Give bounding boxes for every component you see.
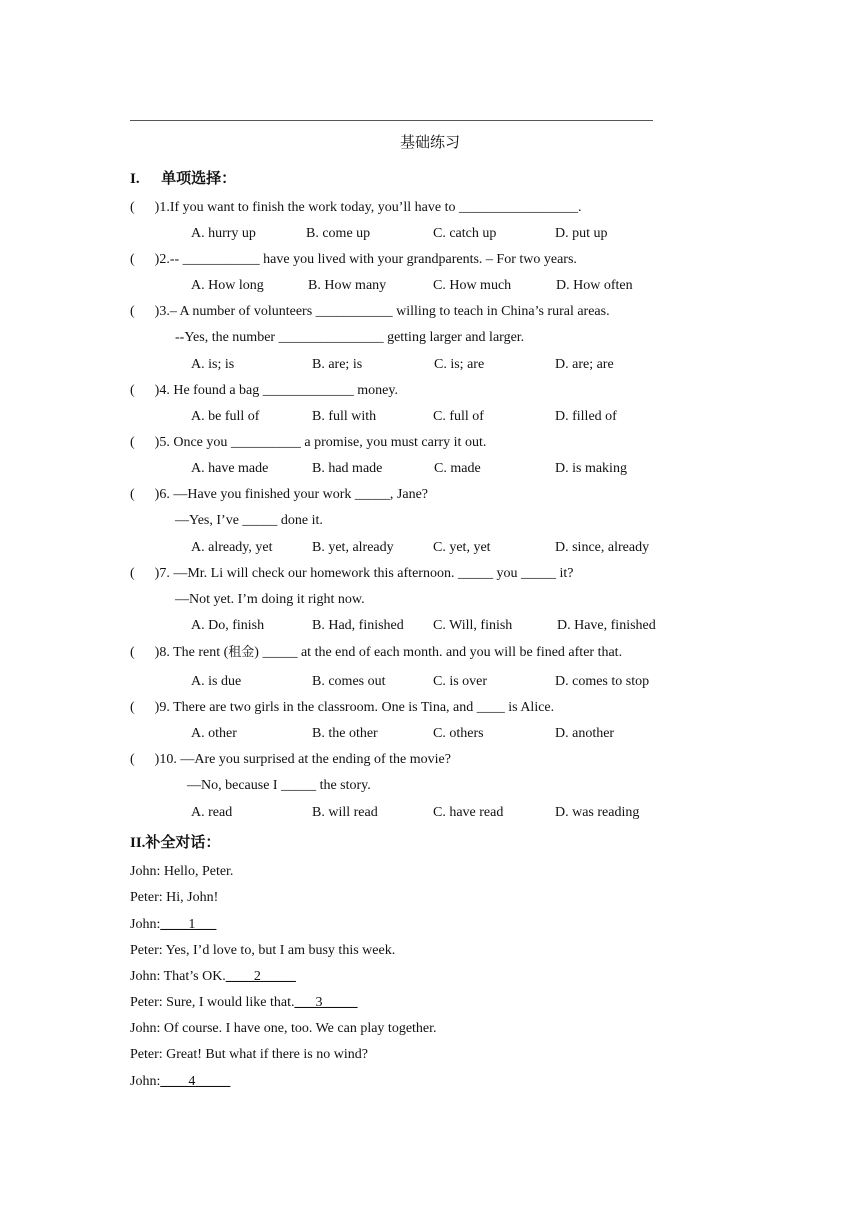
question-continuation: --Yes, the number _______________ getting larger and larger. bbox=[175, 330, 525, 345]
dialogue-blank-2[interactable]: ____2_____ bbox=[225, 969, 296, 984]
option-b[interactable]: B. come up bbox=[306, 226, 371, 241]
question-stem: )10. —Are you surprised at the ending of the movie? bbox=[154, 752, 451, 767]
option-b[interactable]: B. comes out bbox=[312, 674, 386, 689]
answer-bracket[interactable]: ( bbox=[130, 487, 135, 502]
dialogue-line-5 bbox=[130, 967, 296, 987]
answer-bracket[interactable]: ( bbox=[130, 304, 135, 319]
dialogue-line-1: John: Hello, Peter. bbox=[130, 864, 234, 879]
option-d[interactable]: D. since, already bbox=[555, 540, 650, 555]
option-a[interactable]: A. How long bbox=[191, 278, 264, 293]
option-a[interactable]: A. have made bbox=[191, 461, 269, 476]
option-a[interactable]: A. already, yet bbox=[191, 540, 273, 555]
question-2 bbox=[130, 250, 577, 270]
answer-bracket[interactable]: ( bbox=[130, 200, 135, 215]
option-c[interactable]: C. is; are bbox=[434, 357, 485, 372]
option-a[interactable]: A. Do, finish bbox=[191, 618, 265, 633]
option-c[interactable]: C. is over bbox=[433, 674, 488, 689]
speaker-prefix: John: bbox=[130, 917, 161, 932]
section-2-label: II.补全对话： bbox=[130, 835, 221, 851]
option-d[interactable]: D. is making bbox=[555, 461, 627, 476]
option-d[interactable]: D. How often bbox=[556, 278, 633, 293]
speaker-prefix: John: bbox=[130, 1074, 161, 1089]
question-stem: )9. There are two girls in the classroom. One is Tina, and ____ is Alice. bbox=[154, 700, 555, 715]
question-10 bbox=[130, 750, 451, 770]
question-continuation: —No, because I _____ the story. bbox=[187, 778, 371, 793]
option-c[interactable]: C. made bbox=[434, 461, 481, 476]
answer-bracket[interactable]: ( bbox=[130, 566, 135, 581]
dialogue-line-7: John: Of course. I have one, too. We can play together. bbox=[130, 1021, 437, 1036]
question-4 bbox=[130, 381, 398, 401]
question-continuation: —Yes, I’ve _____ done it. bbox=[175, 513, 323, 528]
page-title: 基础练习 bbox=[399, 133, 460, 151]
option-d[interactable]: D. put up bbox=[555, 226, 608, 241]
answer-bracket[interactable]: ( bbox=[130, 752, 135, 767]
question-stem: )1.If you want to finish the work today, you’ll have to _________________. bbox=[154, 200, 582, 215]
speaker-prefix: Peter: Sure, I would like that. bbox=[130, 995, 295, 1010]
question-stem: )4. He found a bag _____________ money. bbox=[154, 383, 398, 398]
option-a[interactable]: A. is due bbox=[191, 674, 242, 689]
question-stem-end: ) _____ at the end of each month. and you will be fined after that. bbox=[254, 645, 623, 660]
question-5 bbox=[130, 433, 486, 453]
answer-bracket[interactable]: ( bbox=[130, 700, 135, 715]
dialogue-blank-1[interactable]: ____1___ bbox=[160, 917, 217, 932]
section-1-number: I. bbox=[130, 171, 140, 187]
option-d[interactable]: D. filled of bbox=[555, 409, 617, 424]
option-b[interactable]: B. the other bbox=[312, 726, 378, 741]
option-a[interactable]: A. other bbox=[191, 726, 237, 741]
option-c[interactable]: C. Will, finish bbox=[433, 618, 513, 633]
answer-bracket[interactable]: ( bbox=[130, 252, 135, 267]
question-stem: )7. —Mr. Li will check our homework this afternoon. _____ you _____ it? bbox=[154, 566, 574, 581]
option-b[interactable]: B. are; is bbox=[312, 357, 363, 372]
question-6 bbox=[130, 485, 428, 505]
question-9 bbox=[130, 698, 554, 718]
question-stem: )5. Once you __________ a promise, you must carry it out. bbox=[154, 435, 487, 450]
section-2-heading bbox=[130, 831, 220, 852]
option-b[interactable]: B. How many bbox=[308, 278, 387, 293]
answer-bracket[interactable]: ( bbox=[130, 383, 135, 398]
section-1-heading bbox=[130, 167, 236, 188]
question-stem: )3.– A number of volunteers ___________ willing to teach in China’s rural areas. bbox=[154, 304, 610, 319]
option-b[interactable]: B. yet, already bbox=[312, 540, 394, 555]
option-a[interactable]: A. hurry up bbox=[191, 226, 256, 241]
dialogue-blank-4[interactable]: ____4_____ bbox=[160, 1074, 231, 1089]
option-d[interactable]: D. Have, finished bbox=[557, 618, 656, 633]
option-d[interactable]: D. comes to stop bbox=[555, 674, 650, 689]
option-d[interactable]: D. was reading bbox=[555, 805, 640, 820]
speaker-prefix: John: That’s OK. bbox=[130, 969, 226, 984]
option-c[interactable]: C. yet, yet bbox=[433, 540, 491, 555]
section-1-label: 单项选择： bbox=[161, 169, 237, 187]
option-b[interactable]: B. Had, finished bbox=[312, 618, 404, 633]
option-c[interactable]: C. How much bbox=[433, 278, 512, 293]
dialogue-line-2: Peter: Hi, John! bbox=[130, 890, 219, 905]
question-1 bbox=[130, 198, 581, 218]
dialogue-line-4: Peter: Yes, I’d love to, but I am busy this week. bbox=[130, 943, 396, 958]
option-c[interactable]: C. catch up bbox=[433, 226, 497, 241]
answer-bracket[interactable]: ( bbox=[130, 645, 135, 660]
question-8 bbox=[130, 643, 622, 663]
question-7 bbox=[130, 564, 573, 584]
option-c[interactable]: C. have read bbox=[433, 805, 504, 820]
answer-bracket[interactable]: ( bbox=[130, 435, 135, 450]
option-a[interactable]: A. read bbox=[191, 805, 233, 820]
option-a[interactable]: A. be full of bbox=[191, 409, 260, 424]
option-c[interactable]: C. full of bbox=[433, 409, 484, 424]
question-stem: )2.-- ___________ have you lived with your grandparents. – For two years. bbox=[154, 252, 577, 267]
option-b[interactable]: B. had made bbox=[312, 461, 383, 476]
dialogue-blank-3[interactable]: ___3_____ bbox=[294, 995, 358, 1010]
question-3 bbox=[130, 302, 610, 322]
top-rule bbox=[130, 120, 653, 121]
dialogue-line-8: Peter: Great! But what if there is no wind? bbox=[130, 1047, 368, 1062]
question-stem: )6. —Have you finished your work _____, Jane? bbox=[154, 487, 428, 502]
option-d[interactable]: D. are; are bbox=[555, 357, 614, 372]
option-c[interactable]: C. others bbox=[433, 726, 484, 741]
question-continuation: —Not yet. I’m doing it right now. bbox=[175, 592, 365, 607]
dialogue-line-6 bbox=[130, 993, 357, 1013]
question-stem-start: )8. The rent ( bbox=[154, 645, 229, 660]
dialogue-line-3 bbox=[130, 915, 216, 935]
question-stem-chinese: 租金 bbox=[228, 645, 255, 660]
dialogue-line-9 bbox=[130, 1072, 230, 1092]
option-d[interactable]: D. another bbox=[555, 726, 615, 741]
option-a[interactable]: A. is; is bbox=[191, 357, 235, 372]
option-b[interactable]: B. full with bbox=[312, 409, 377, 424]
option-b[interactable]: B. will read bbox=[312, 805, 378, 820]
